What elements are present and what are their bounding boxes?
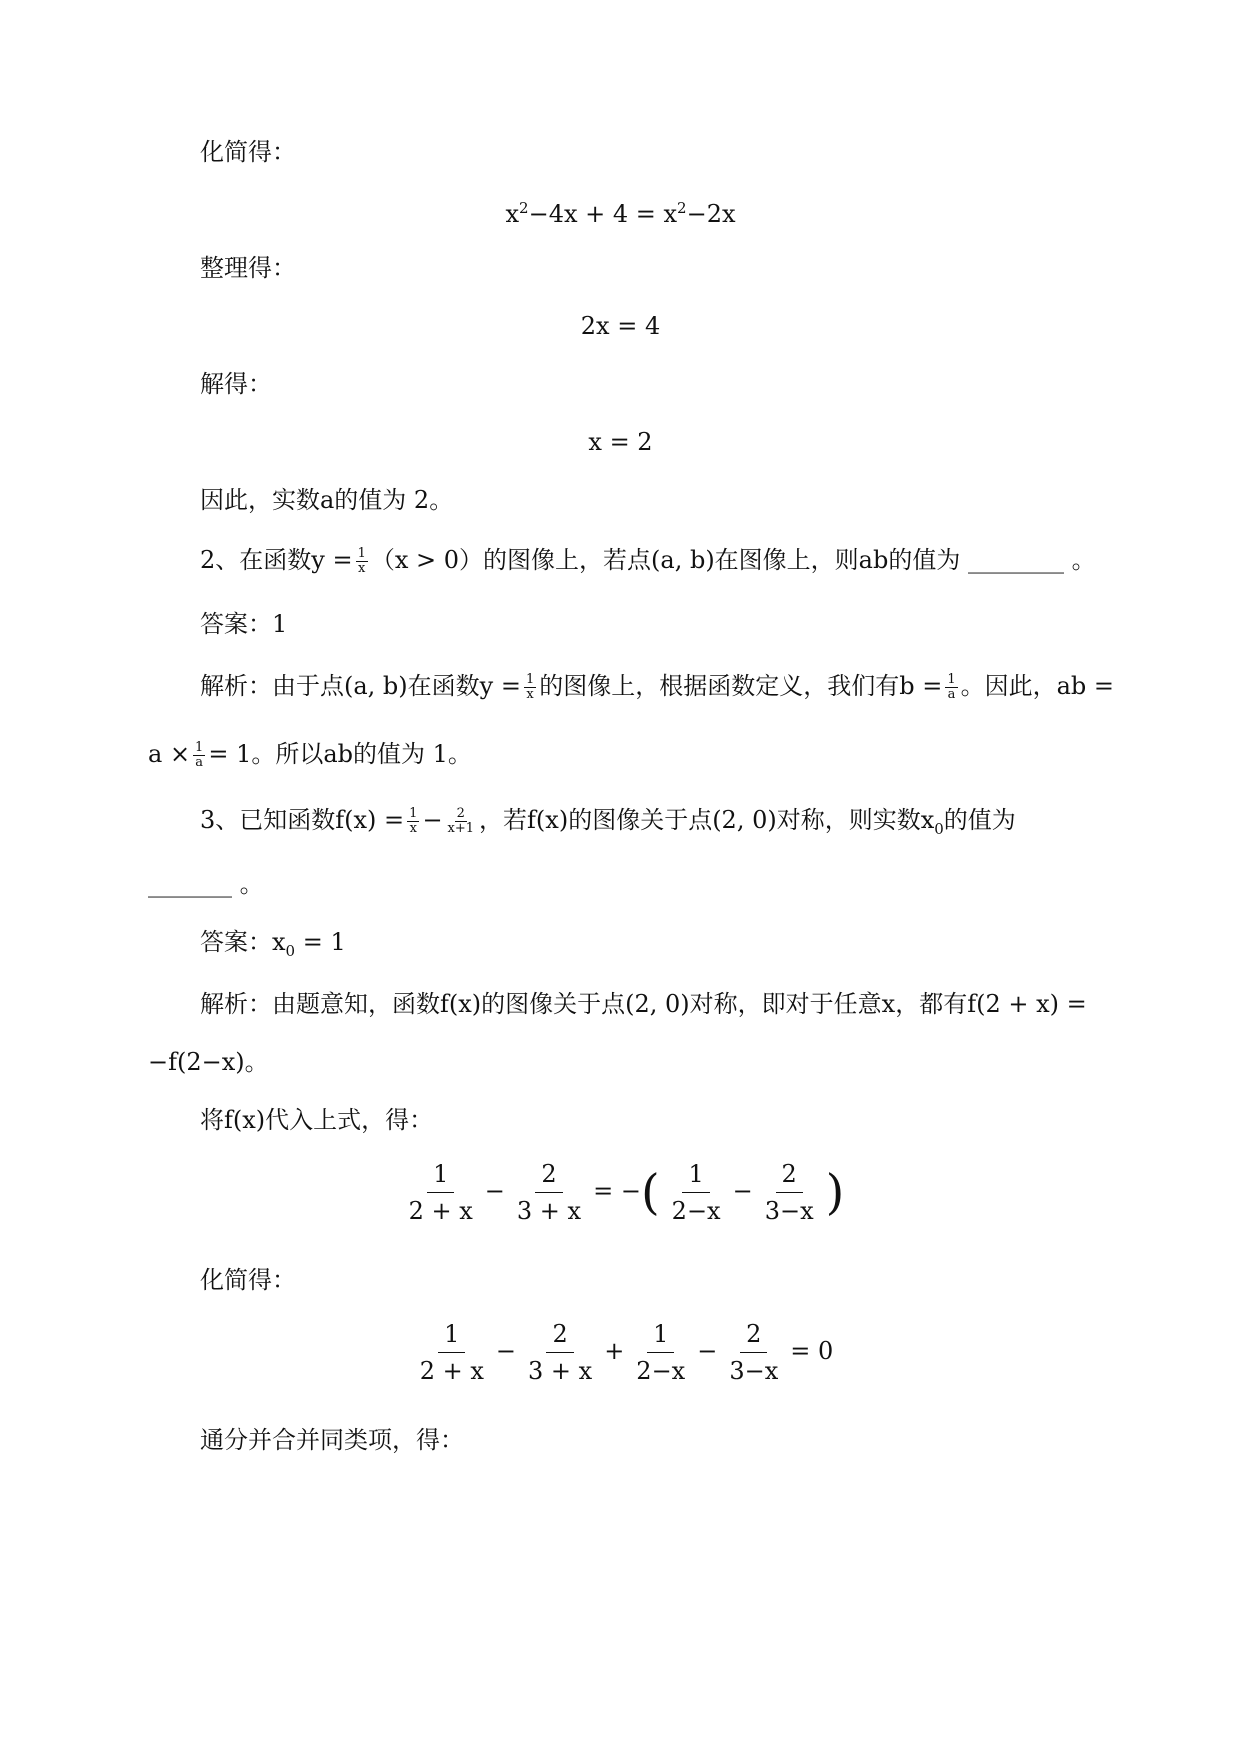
text: 因此，实数a的值为 2。 bbox=[200, 486, 454, 514]
denominator: a bbox=[947, 687, 956, 702]
operator: = 0 bbox=[790, 1337, 834, 1365]
numerator: 1 bbox=[195, 740, 204, 755]
denominator: 3 + x bbox=[516, 1197, 582, 1225]
numerator: 2 bbox=[776, 1160, 803, 1193]
text-common-denominator bbox=[200, 1424, 464, 1456]
operator: − bbox=[495, 1337, 517, 1365]
superscript: 2 bbox=[677, 199, 687, 217]
fraction bbox=[356, 547, 368, 576]
fraction bbox=[446, 807, 477, 836]
numerator: 2 bbox=[535, 1160, 562, 1193]
numerator: 1 bbox=[647, 1320, 674, 1353]
denominator: x+1 bbox=[447, 821, 475, 836]
explanation-2 bbox=[200, 670, 1114, 702]
fraction bbox=[193, 741, 205, 770]
text: 的图像上，根据函数定义，我们有b = bbox=[539, 672, 943, 700]
equation-3 bbox=[0, 426, 1241, 458]
denominator: 3−x bbox=[729, 1357, 779, 1385]
denominator: x bbox=[409, 821, 417, 836]
text: 化简得： bbox=[200, 1266, 296, 1294]
text: 将f(x)代入上式，得： bbox=[200, 1106, 434, 1134]
fraction bbox=[414, 1320, 490, 1385]
denominator: 2 + x bbox=[408, 1197, 473, 1225]
left-paren: ( bbox=[640, 1164, 660, 1221]
numerator: 1 bbox=[427, 1160, 454, 1193]
text-simplify-1 bbox=[200, 136, 296, 168]
fraction bbox=[666, 1160, 727, 1225]
text: 通分并合并同类项，得： bbox=[200, 1426, 464, 1454]
question-3-blank bbox=[148, 868, 264, 900]
eq-term: −2x bbox=[686, 200, 736, 228]
text: ，若f(x)的图像关于点(2, 0)对称，则实数x bbox=[479, 806, 935, 834]
numerator: 2 bbox=[456, 806, 465, 821]
text: = 1 bbox=[295, 928, 346, 956]
subscript: 0 bbox=[285, 941, 296, 960]
text-solve bbox=[200, 368, 272, 400]
text: 2、在函数y = bbox=[200, 546, 353, 574]
text: 整理得： bbox=[200, 254, 296, 282]
fraction bbox=[403, 1160, 479, 1225]
subscript: 0 bbox=[934, 819, 944, 838]
text: 3、已知函数f(x) = bbox=[200, 806, 405, 834]
numerator: 1 bbox=[947, 672, 956, 687]
text: 。因此，ab = bbox=[960, 672, 1115, 700]
denominator: 2−x bbox=[636, 1357, 686, 1385]
equation-5 bbox=[0, 1320, 1241, 1385]
fraction bbox=[524, 673, 536, 702]
fraction bbox=[511, 1160, 587, 1225]
numerator: 1 bbox=[409, 806, 418, 821]
text: 答案：x bbox=[200, 928, 286, 956]
numerator: 2 bbox=[546, 1320, 573, 1353]
denominator: a bbox=[195, 755, 204, 770]
denominator: 3 + x bbox=[528, 1357, 593, 1385]
text: 答案：1 bbox=[200, 610, 288, 638]
text: = 1。所以ab的值为 1。 bbox=[208, 740, 472, 768]
denominator: 2 + x bbox=[419, 1357, 484, 1385]
text: （x > 0）的图像上，若点(a, b)在图像上，则ab的值为 ________ 。 bbox=[370, 546, 1096, 574]
text-rearrange bbox=[200, 252, 296, 284]
question-2 bbox=[200, 544, 1096, 576]
fraction bbox=[522, 1320, 598, 1385]
fraction bbox=[630, 1320, 691, 1385]
answer-2 bbox=[200, 608, 287, 640]
text: 解析：由题意知，函数f(x)的图像关于点(2, 0)对称，即对于任意x，都有f(2 + x) = bbox=[200, 990, 1087, 1018]
numerator: 1 bbox=[438, 1320, 465, 1353]
numerator: 2 bbox=[740, 1320, 767, 1353]
operator: − bbox=[422, 806, 443, 834]
text: 的值为 bbox=[943, 806, 1016, 834]
superscript: 2 bbox=[519, 199, 529, 217]
text-conclusion-1 bbox=[200, 484, 453, 516]
text: −f(2−x)。 bbox=[148, 1048, 269, 1076]
explanation-2-cont bbox=[148, 738, 472, 770]
operator: − bbox=[697, 1337, 718, 1365]
equation-4 bbox=[0, 1160, 1241, 1225]
fraction bbox=[407, 807, 419, 836]
denominator: 3−x bbox=[764, 1197, 814, 1225]
operator: = − bbox=[593, 1177, 641, 1205]
answer-blank: _______ 。 bbox=[148, 870, 264, 898]
fraction bbox=[723, 1320, 784, 1385]
operator: − bbox=[484, 1177, 505, 1205]
denominator: x bbox=[526, 687, 534, 702]
numerator: 1 bbox=[357, 546, 366, 561]
equation-1 bbox=[0, 192, 1241, 230]
eq-term: −4x + 4 = x bbox=[528, 200, 678, 228]
explanation-3 bbox=[200, 988, 1087, 1020]
fraction bbox=[759, 1160, 820, 1225]
text-substitute bbox=[200, 1104, 433, 1136]
numerator: 1 bbox=[525, 672, 535, 687]
text: a × bbox=[148, 740, 191, 768]
eq-term: 2x = 4 bbox=[580, 312, 661, 340]
text: 解析：由于点(a, b)在函数y = bbox=[200, 672, 521, 700]
equation-2 bbox=[0, 310, 1241, 342]
eq-term: x bbox=[505, 200, 520, 228]
denominator: 2−x bbox=[671, 1197, 721, 1225]
text-simplify-2 bbox=[200, 1264, 296, 1296]
eq-term: x = 2 bbox=[588, 428, 653, 456]
denominator: x bbox=[358, 561, 366, 576]
fraction bbox=[945, 673, 957, 702]
text: 化简得： bbox=[200, 138, 296, 166]
right-paren: ) bbox=[825, 1164, 845, 1221]
numerator: 1 bbox=[682, 1160, 709, 1193]
answer-3 bbox=[200, 926, 346, 967]
operator: − bbox=[732, 1177, 753, 1205]
text: 解得： bbox=[200, 370, 272, 398]
explanation-3-cont bbox=[148, 1046, 269, 1078]
question-3 bbox=[200, 804, 1016, 845]
operator: + bbox=[604, 1337, 625, 1365]
